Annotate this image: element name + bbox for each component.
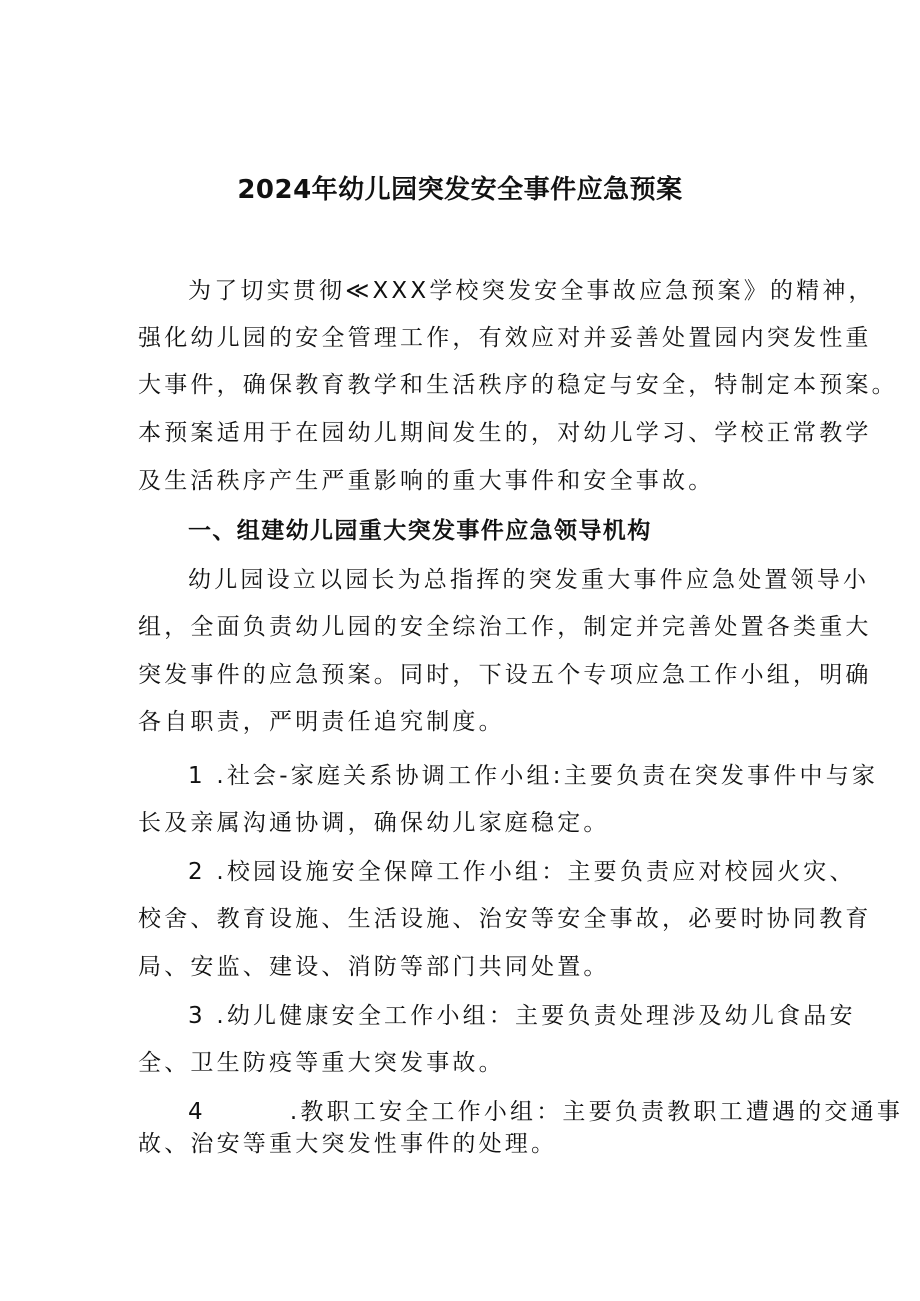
section-line: 突发事件的应急预案。同时，下设五个专项应急工作小组，明确 xyxy=(138,662,872,688)
section-heading: 一、组建幼儿园重大突发事件应急领导机构 xyxy=(188,518,652,544)
document-title: 2024年幼儿园突发安全事件应急预案 xyxy=(237,175,683,205)
section-line: 组，全面负责幼儿园的安全综治工作，制定并完善处置各类重大 xyxy=(138,614,872,640)
intro-line: 大事件，确保教育教学和生活秩序的稳定与安全，特制定本预案。 xyxy=(138,372,898,398)
list-item-line: 局、安监、建设、消防等部门共同处置。 xyxy=(138,954,610,980)
list-item-line: 3 .幼儿健康安全工作小组：主要负责处理涉及幼儿食品安 xyxy=(188,1003,856,1029)
list-item-line: 4 .教职工安全工作小组：主要负责教职工遭遇的交通事 xyxy=(188,1099,904,1125)
list-item-line: 长及亲属沟通协调，确保幼儿家庭稳定。 xyxy=(138,810,610,836)
list-item-line: 2 .校园设施安全保障工作小组：主要负责应对校园火灾、 xyxy=(188,859,856,885)
list-item-line: 1 .社会-家庭关系协调工作小组:主要负责在突发事件中与家 xyxy=(188,763,879,789)
section-line: 各自职责，严明责任追究制度。 xyxy=(138,709,505,735)
list-item-line: 全、卫生防疫等重大突发事故。 xyxy=(138,1050,505,1076)
intro-line: 为了切实贯彻≪XXX学校突发安全事故应急预案》的精神， xyxy=(188,278,875,304)
intro-line: 强化幼儿园的安全管理工作，有效应对并妥善处置园内突发性重 xyxy=(138,325,872,351)
section-line: 幼儿园设立以园长为总指挥的突发重大事件应急处置领导小 xyxy=(188,567,870,593)
list-item-line: 故、治安等重大突发性事件的处理。 xyxy=(138,1131,558,1157)
intro-line: 及生活秩序产生严重影响的重大事件和安全事故。 xyxy=(138,468,715,494)
list-item-line: 校舍、教育设施、生活设施、治安等安全事故，必要时协同教育 xyxy=(138,906,872,932)
intro-line: 本预案适用于在园幼儿期间发生的，对幼儿学习、学校正常教学 xyxy=(138,420,872,446)
